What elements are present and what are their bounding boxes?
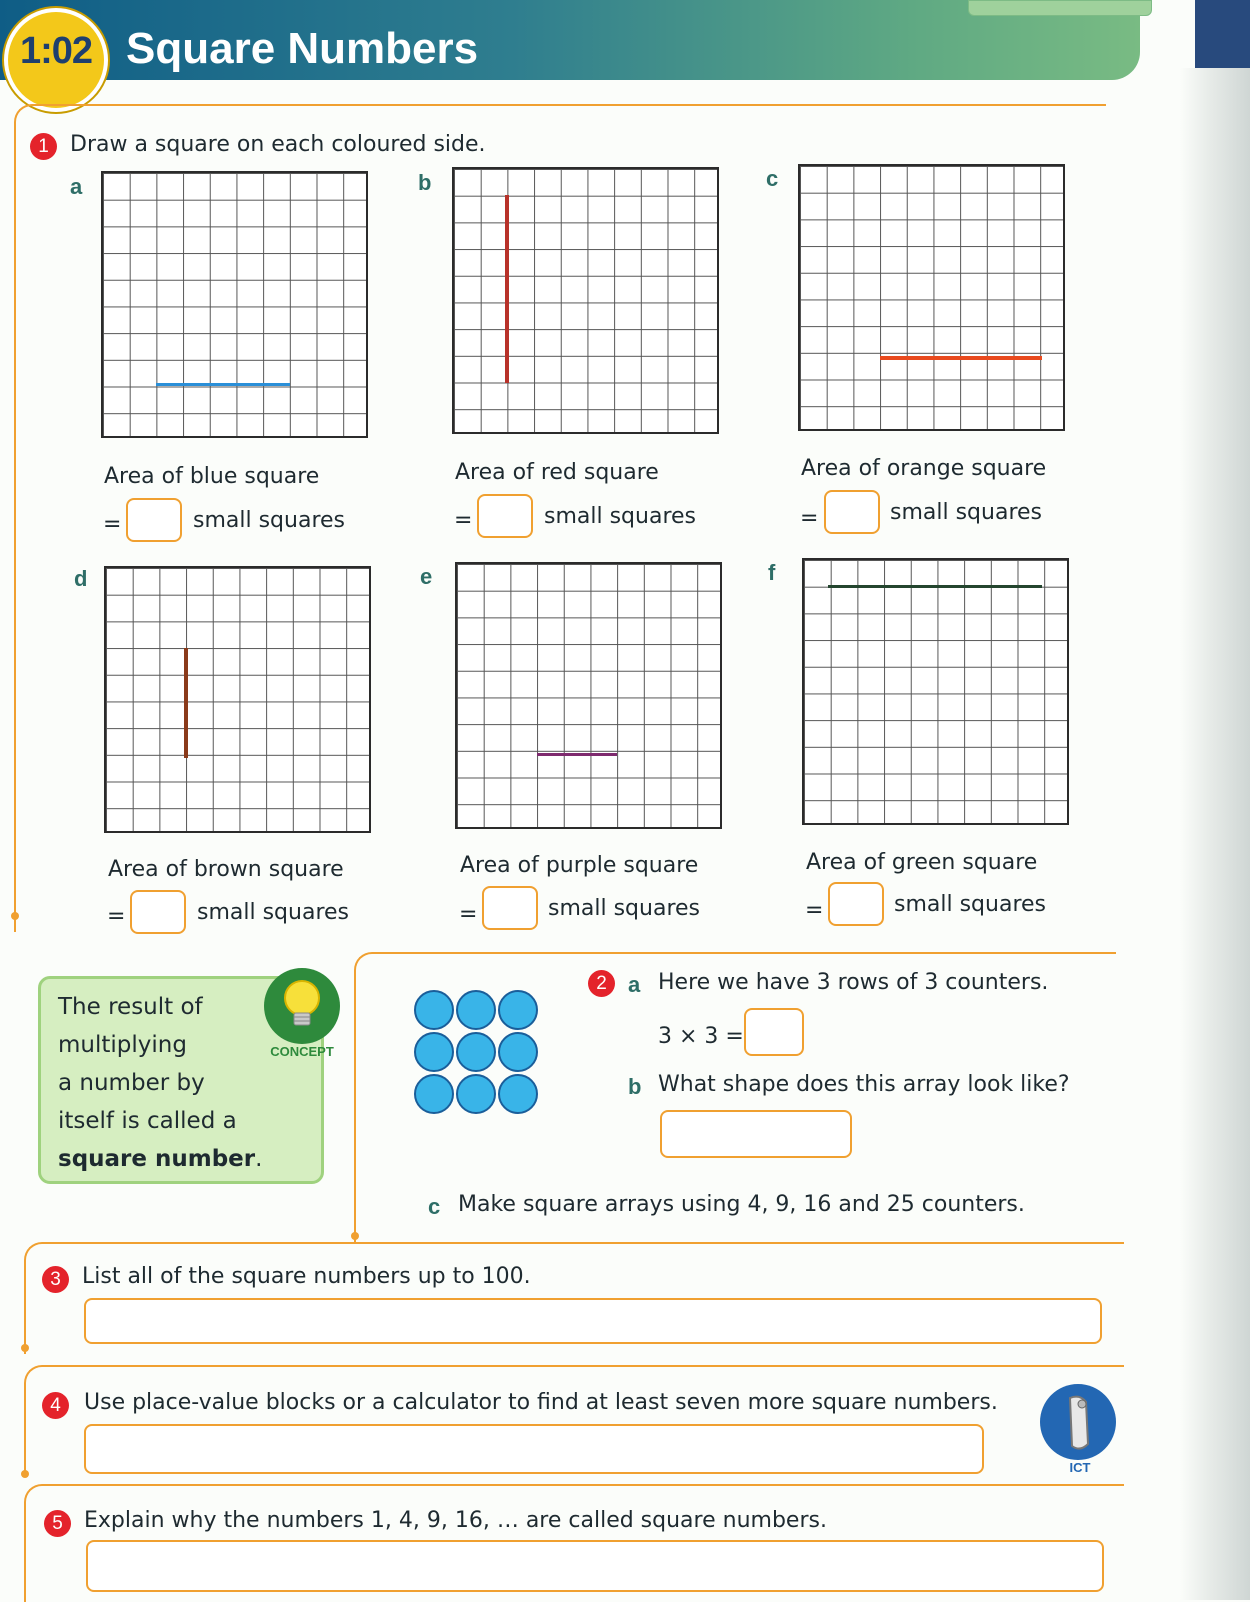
grid-a-label: Area of blue square <box>104 464 320 489</box>
concept-label: CONCEPT <box>270 1044 334 1059</box>
grid-c-answer-box[interactable] <box>824 490 880 534</box>
grid-f-letter: f <box>768 560 776 585</box>
grid-c-letter: c <box>766 166 779 191</box>
grid-f-unit: small squares <box>894 892 1047 917</box>
concept-line: a number by <box>58 1070 205 1096</box>
calculator-icon <box>1040 1384 1116 1460</box>
counter-array <box>414 990 544 1120</box>
question-3-number: 3 <box>42 1266 69 1293</box>
equals-sign: = <box>454 508 473 533</box>
grid-c[interactable] <box>798 164 1065 431</box>
q2-b-letter: b <box>628 1074 642 1099</box>
q2-c-letter: c <box>428 1194 441 1219</box>
page-edge-shadow <box>1180 68 1250 1600</box>
page-title: Square Numbers <box>126 24 479 73</box>
q2-a-letter: a <box>628 972 641 997</box>
grid-e-letter: e <box>420 564 433 589</box>
q5-answer-box[interactable] <box>86 1540 1104 1592</box>
q2-a-answer-box[interactable] <box>744 1008 804 1056</box>
grid-b[interactable] <box>452 167 719 434</box>
counter <box>498 990 538 1030</box>
header-tab <box>968 0 1152 16</box>
question-1-number: 1 <box>30 133 57 160</box>
question-5-number: 5 <box>44 1510 71 1537</box>
lightbulb-icon <box>264 968 340 1044</box>
concept-line: multiplying <box>58 1032 187 1058</box>
grid-b-answer-box[interactable] <box>477 494 533 538</box>
counter <box>456 1074 496 1114</box>
grid-d-unit: small squares <box>197 900 350 925</box>
question-5-text: Explain why the numbers 1, 4, 9, 16, … are called square numbers. <box>84 1508 827 1533</box>
question-1-prompt: Draw a square on each coloured side. <box>70 132 486 157</box>
grid-b-unit: small squares <box>544 504 697 529</box>
header-corner <box>1195 0 1250 68</box>
counter <box>414 1074 454 1114</box>
counter <box>456 1032 496 1072</box>
q4-answer-box[interactable] <box>84 1424 984 1474</box>
counter <box>414 1032 454 1072</box>
grid-e-label: Area of purple square <box>460 853 699 878</box>
frame-dot <box>21 1344 29 1352</box>
equals-sign: = <box>800 506 819 531</box>
equals-sign: = <box>107 904 126 929</box>
frame-dot <box>351 1232 359 1240</box>
frame-dot <box>11 912 19 920</box>
blue-side <box>156 383 290 386</box>
grid-a-answer-box[interactable] <box>126 498 182 542</box>
section-number: 1:02 <box>19 30 93 72</box>
ict-label: ICT <box>1069 1460 1091 1475</box>
grid-e[interactable] <box>455 562 722 829</box>
counter <box>414 990 454 1030</box>
grid-d[interactable] <box>104 566 371 833</box>
counter <box>456 990 496 1030</box>
grid-c-unit: small squares <box>890 500 1043 525</box>
grid-f[interactable] <box>802 558 1069 825</box>
q3-answer-box[interactable] <box>84 1298 1102 1344</box>
grid-d-label: Area of brown square <box>108 857 344 882</box>
equals-sign: = <box>103 512 122 537</box>
equals-sign: = <box>805 898 824 923</box>
counter <box>498 1032 538 1072</box>
concept-line: itself is called a <box>58 1108 237 1134</box>
grid-f-label: Area of green square <box>806 850 1038 875</box>
grid-e-unit: small squares <box>548 896 701 921</box>
grid-f-answer-box[interactable] <box>828 882 884 926</box>
concept-term: square number <box>58 1146 256 1172</box>
question-3-text: List all of the square numbers up to 100. <box>82 1264 531 1289</box>
green-side <box>828 585 1042 588</box>
grid-a-unit: small squares <box>193 508 346 533</box>
grid-c-label: Area of orange square <box>801 456 1047 481</box>
q2-b-text: What shape does this array look like? <box>658 1072 1070 1097</box>
grid-a-letter: a <box>70 174 83 199</box>
orange-side <box>880 356 1042 360</box>
purple-side <box>537 753 617 756</box>
concept-period: . <box>255 1146 263 1172</box>
q2-b-answer-box[interactable] <box>660 1110 852 1158</box>
grid-b-label: Area of red square <box>455 460 659 485</box>
red-side <box>505 195 509 383</box>
brown-side <box>184 648 188 758</box>
q2-c-text: Make square arrays using 4, 9, 16 and 25 counters. <box>458 1192 1025 1217</box>
concept-line: The result of <box>58 994 203 1020</box>
q2-equation: 3 × 3 = <box>658 1024 744 1049</box>
frame-dot <box>21 1470 29 1478</box>
equals-sign: = <box>459 902 478 927</box>
grid-d-letter: d <box>74 566 88 591</box>
counter <box>498 1074 538 1114</box>
grid-e-answer-box[interactable] <box>482 886 538 930</box>
question-4-text: Use place-value blocks or a calculator to find at least seven more square numbers. <box>84 1390 998 1415</box>
concept-text <box>58 988 288 1178</box>
grid-b-letter: b <box>418 170 432 195</box>
question-2-number: 2 <box>588 970 615 997</box>
question-4-number: 4 <box>42 1392 69 1419</box>
q2-a-text: Here we have 3 rows of 3 counters. <box>658 970 1049 995</box>
grid-d-answer-box[interactable] <box>130 890 186 934</box>
grid-a[interactable] <box>101 171 368 438</box>
